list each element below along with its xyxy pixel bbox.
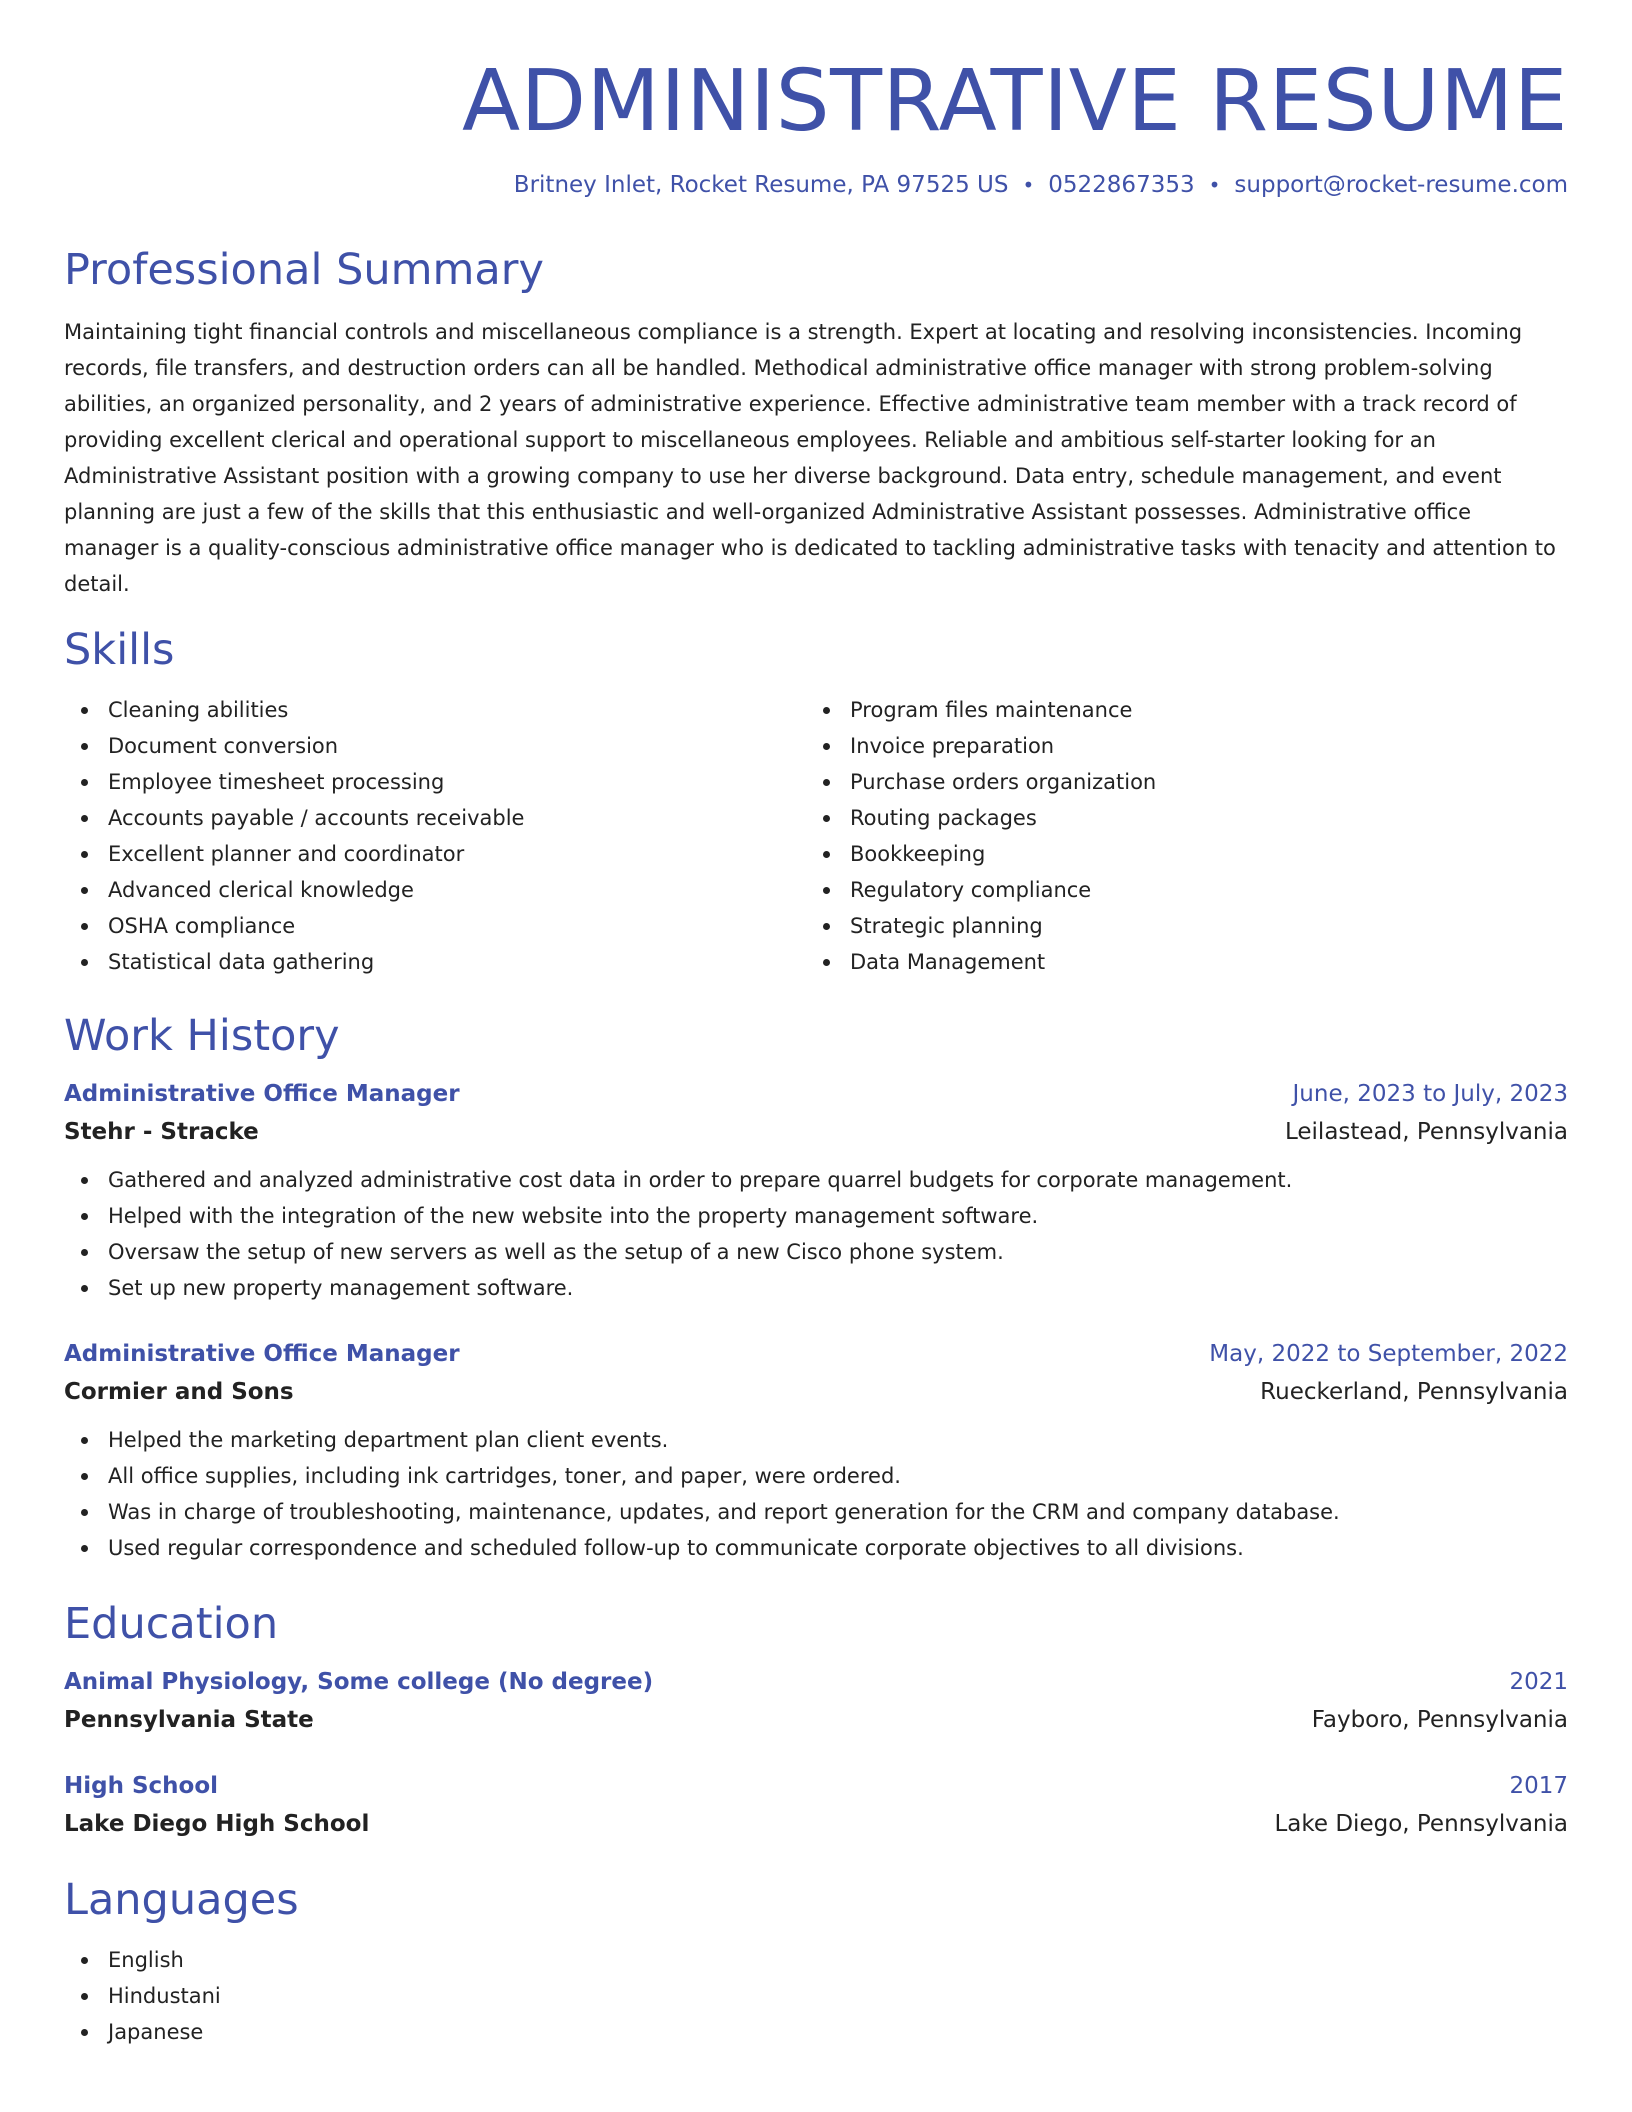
summary-heading: Professional Summary	[64, 245, 544, 295]
education-entry	[64, 1768, 1568, 1844]
job-bullet: Helped with the integration of the new website into the property management software.	[64, 1198, 1568, 1234]
education-school-row	[64, 1804, 1568, 1844]
job-title: Administrative Office Manager	[64, 1081, 460, 1107]
job-title-row	[64, 1336, 1568, 1372]
skill-item: Statistical data gathering	[64, 944, 806, 980]
skill-item: Accounts payable / accounts receivable	[64, 800, 806, 836]
skill-item: Data Management	[806, 944, 1548, 980]
education-entry	[64, 1664, 1568, 1740]
education-school-row	[64, 1700, 1568, 1740]
skill-item: Strategic planning	[806, 908, 1548, 944]
contact-line	[64, 172, 1568, 198]
education-heading: Education	[64, 1599, 279, 1649]
skills-right-list	[806, 692, 1548, 980]
education-degree: Animal Physiology, Some college (No degree)	[64, 1669, 654, 1695]
education-degree: High School	[64, 1773, 219, 1799]
job-bullets	[64, 1422, 1568, 1566]
job-bullet: Set up new property management software.	[64, 1270, 1568, 1306]
skills-left-list	[64, 692, 806, 980]
contact-address: Britney Inlet, Rocket Resume, PA 97525 US	[513, 172, 1009, 198]
skills-columns	[64, 692, 1568, 980]
resume-header	[64, 0, 1568, 198]
job-title-row	[64, 1076, 1568, 1112]
skill-item: Cleaning abilities	[64, 692, 806, 728]
job-entry	[64, 1076, 1568, 1306]
education-location: Lake Diego, Pennsylvania	[1274, 1811, 1568, 1837]
education-school: Lake Diego High School	[64, 1811, 370, 1837]
skill-item: Routing packages	[806, 800, 1548, 836]
job-company: Cormier and Sons	[64, 1379, 294, 1405]
skill-item: Purchase orders organization	[806, 764, 1548, 800]
skills-heading: Skills	[64, 625, 175, 675]
language-item: Japanese	[64, 2014, 1568, 2050]
skill-item: Employee timesheet processing	[64, 764, 806, 800]
job-bullet: Used regular correspondence and scheduled follow-up to communicate corporate objectives to all divisions.	[64, 1530, 1568, 1566]
summary-text: Maintaining tight financial controls and miscellaneous compliance is a strength. Expert at locating and resolving inconsistencies. Incoming records, file transfers, and destruction orders can all be handled. Methodical administrative office manager with strong problem-solving abilities, an organized personality, and 2 years of administrative experience. Effective administrative team member with a track record of providing excellent clerical and operational support to miscellaneous employees. Reliable and ambitious self-starter looking for an Administrative Assistant position with a growing company to use her diverse background. Data entry, schedule management, and event planning are just a few of the skills that this enthusiastic and well-organized Administrative Assistant possesses. Administrative office manager is a quality-conscious administrative office manager who is dedicated to tackling administrative tasks with tenacity and attention to detail.	[64, 320, 1556, 596]
job-bullet: Oversaw the setup of new servers as well as the setup of a new Cisco phone system.	[64, 1234, 1568, 1270]
education-school: Pennsylvania State	[64, 1707, 314, 1733]
language-item: English	[64, 1942, 1568, 1978]
skill-item: Program files maintenance	[806, 692, 1548, 728]
languages-list	[64, 1942, 1568, 2050]
job-dates: May, 2022 to September, 2022	[1209, 1341, 1568, 1367]
education-degree-row	[64, 1664, 1568, 1700]
job-company: Stehr - Stracke	[64, 1119, 259, 1145]
skill-item: Advanced clerical knowledge	[64, 872, 806, 908]
job-bullet: Was in charge of troubleshooting, maintenance, updates, and report generation for the CRM and company database.	[64, 1494, 1568, 1530]
job-entry	[64, 1336, 1568, 1566]
job-title: Administrative Office Manager	[64, 1341, 460, 1367]
job-bullet: Helped the marketing department plan client events.	[64, 1422, 1568, 1458]
job-bullet: Gathered and analyzed administrative cost data in order to prepare quarrel budgets for corporate management.	[64, 1162, 1568, 1198]
language-item: Hindustani	[64, 1978, 1568, 2014]
job-dates: June, 2023 to July, 2023	[1292, 1081, 1568, 1107]
skill-item: Excellent planner and coordinator	[64, 836, 806, 872]
education-degree-row	[64, 1768, 1568, 1804]
job-location: Rueckerland, Pennsylvania	[1260, 1379, 1568, 1405]
contact-phone: 0522867353	[1048, 172, 1195, 198]
job-company-row	[64, 1112, 1568, 1152]
job-company-row	[64, 1372, 1568, 1412]
separator-dot: •	[1022, 173, 1035, 197]
skill-item: Invoice preparation	[806, 728, 1548, 764]
resume-name: ADMINISTRATIVE RESUME	[461, 52, 1568, 151]
separator-dot: •	[1208, 173, 1221, 197]
education-year: 2021	[1509, 1669, 1568, 1695]
languages-heading: Languages	[64, 1875, 299, 1925]
skill-item: Regulatory compliance	[806, 872, 1548, 908]
skill-item: Bookkeeping	[806, 836, 1548, 872]
education-location: Fayboro, Pennsylvania	[1311, 1707, 1568, 1733]
job-location: Leilastead, Pennsylvania	[1284, 1119, 1568, 1145]
contact-email: support@rocket-resume.com	[1234, 172, 1568, 198]
skill-item: Document conversion	[64, 728, 806, 764]
education-year: 2017	[1509, 1773, 1568, 1799]
job-bullets	[64, 1162, 1568, 1306]
job-bullet: All office supplies, including ink cartridges, toner, and paper, were ordered.	[64, 1458, 1568, 1494]
skill-item: OSHA compliance	[64, 908, 806, 944]
work-history-heading: Work History	[64, 1011, 340, 1061]
